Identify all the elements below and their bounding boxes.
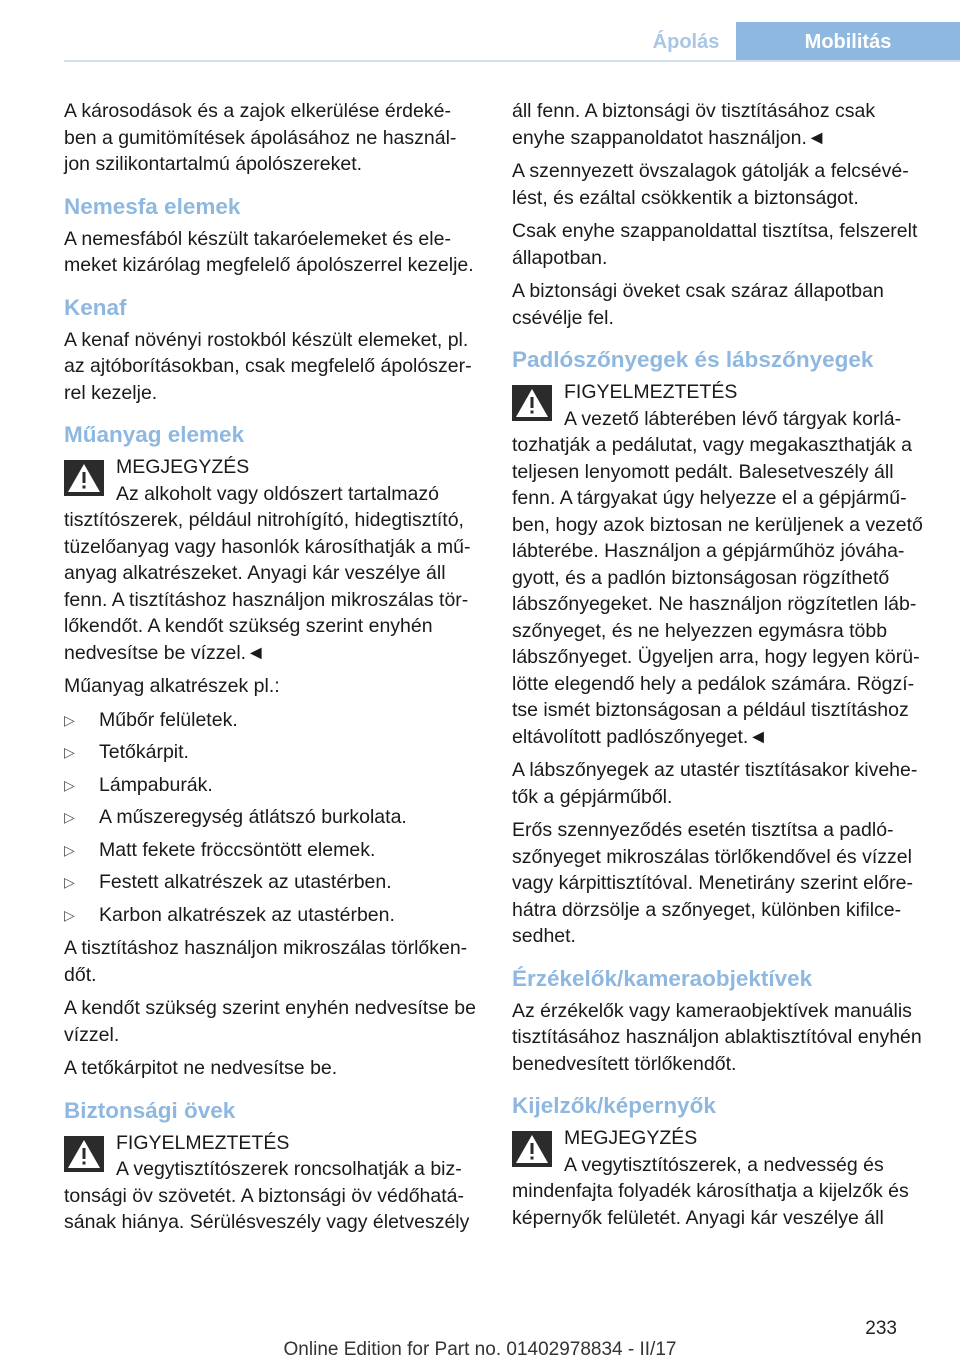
list-item: ▷ Karbon alkatrészek az utastérben. [64, 902, 480, 929]
heading-muanyag: Műanyag elemek [64, 422, 245, 447]
bullet-triangle-icon: ▷ [64, 809, 75, 825]
belt-paragraph-2: Csak enyhe szappanoldattal tisztítsa, felszerelt állapotban. [512, 220, 918, 269]
list-item: ▷ Matt fekete fröccsöntött elemek. [64, 837, 480, 864]
left-column [64, 98, 480, 1243]
erzekelo-paragraph: Az érzékelők vagy kameraobjektívek manuális tisztításához használjon ablaktisztítóval enyhén benedvesített törlőkendőt. [512, 999, 922, 1075]
heading-nemesfa: Nemesfa elemek [64, 193, 241, 219]
tab-mobilitas-label: Mobilitás [804, 30, 892, 53]
right-column [512, 98, 928, 1238]
bullet-triangle-icon: ▷ [64, 874, 75, 890]
mats-paragraph-2: Erős szennyeződés esetén tisztítsa a padló-szőnyeget mikroszálas törlőkendővel és vízzel vagy kárpittisztítóval. Menetirány szerint előre-hátra dörzsölje a szőnyeget, különben kifilce-sedhet. [512, 819, 913, 947]
belt-paragraph-3: A biztonsági öveket csak száraz állapotban csévélje fel. [512, 280, 884, 329]
bullet-triangle-icon: ▷ [64, 776, 75, 793]
warning-title: FIGYELMEZTETÉS [564, 381, 738, 403]
notice-body: mindenfajta folyadék károsíthatja a kijelzők és képernyők felületét. Anyagi kár veszélye áll [512, 1180, 909, 1229]
warning-padlo [512, 379, 928, 750]
mats-paragraph-1: A lábszőnyegek az utastér tisztításakor kivehe-tők a gépjárműből. [512, 759, 918, 808]
warning-lead: A vegytisztítószerek roncsolhatják a biz- [116, 1158, 462, 1180]
warning-triangle-icon [64, 460, 104, 496]
warning-triangle-icon [512, 385, 552, 421]
heading-kijelzok: Kijelzők/képernyők [512, 1093, 716, 1118]
list-item: ▷ Műbőr felületek. [64, 707, 480, 734]
list-item: ▷ Festett alkatrészek az utastérben. [64, 869, 480, 896]
clean-paragraph-1: A tisztításhoz használjon mikroszálas törlőken-dőt. [64, 937, 468, 986]
notice-kijelzo [512, 1125, 928, 1231]
heading-biztonsagi-ovek: Biztonsági övek [64, 1097, 236, 1123]
warning-body: tonsági öv szövetét. A biztonsági öv védőhatá-sának hiánya. Sérülésveszély vagy életveszély [64, 1184, 470, 1233]
tab-apolas-label: Ápolás [652, 30, 720, 53]
notice-lead: A vegytisztítószerek, a nedvesség és [564, 1153, 884, 1176]
kenaf-paragraph: A kenaf növényi rostokból készült elemeket, pl. az ajtóborításokban, csak megfelelő ápolószer-rel kezelje. [64, 328, 472, 404]
edition-footer: Online Edition for Part no. 01402978834 - II/17 [283, 1339, 677, 1360]
warning-title: FIGYELMEZTETÉS [116, 1131, 290, 1154]
bullet-triangle-icon: ▷ [64, 744, 75, 760]
tab-apolas[interactable] [636, 22, 736, 62]
belt-paragraph-1: A szennyezett övszalagok gátolják a felcsévé-lést, és ezáltal csökkentik a biztonságot. [512, 160, 909, 209]
bullet-triangle-icon: ▷ [64, 841, 75, 858]
bullet-triangle-icon: ▷ [64, 711, 75, 728]
notice-title: MEGJEGYZÉS [564, 1127, 698, 1149]
clean-paragraph-3: A tetőkárpitot ne nedvesítse be. [64, 1057, 338, 1079]
heading-erzekelok: Érzékelők/kameraobjektívek [512, 965, 813, 991]
parts-intro: Műanyag alkatrészek pl.: [64, 675, 280, 697]
page-number: 233 [865, 1318, 897, 1339]
clean-paragraph-2: A kendőt szükség szerint enyhén nedvesítse be vízzel. [64, 997, 476, 1046]
warning-ovek [64, 1130, 480, 1236]
continued-paragraph: áll fenn. A biztonsági öv tisztításához csak enyhe szappanoldatot használjon.◄ [512, 100, 876, 149]
bullet-triangle-icon: ▷ [64, 906, 75, 923]
tab-mobilitas[interactable] [736, 22, 960, 62]
warning-lead: A vezető lábterében lévő tárgyak korlá- [564, 407, 902, 430]
warning-triangle-icon [64, 1136, 104, 1172]
warning-body: tozhatják a pedálutat, vagy megakaszthatják a teljesen lenyomott pedált. Balesetveszély áll fenn. A tárgyakat úgy helyezze el a gépjármű-ben, hogy azok biztosan ne kerüljenek a vezető lábterébe. Használjon a gépjárműhöz jóváha-gyott, és a padlón biztonságosan rögzíthető lábszőnyegeket. Ne használjon rögzítetlen láb-szőnyeget, és ne helyezzen egymásra több lábszőnyeget. Ügyeljen arra, hogy legyen körü-lötte elegendő hely a pedálok számára. Rögzí-tse ismét biztonságosan a például tisztításhoz eltávolított padlószőnyeget.◄ [512, 434, 923, 748]
list-item: ▷ Lámpaburák. [64, 772, 480, 799]
notice-title: MEGJEGYZÉS [116, 456, 250, 478]
list-item: ▷ Tetőkárpit. [64, 739, 480, 766]
heading-kenaf: Kenaf [64, 294, 127, 320]
warning-triangle-icon [512, 1131, 552, 1167]
notice-body: tisztítószerek, például nitrohígító, hidegtisztító, tüzelőanyag vagy hasonlók károsíthatják a mű-anyag alkatrészeket. Anyagi kár veszélye áll fenn. A tisztításhoz használjon mikroszálas tör-lőkendőt. A kendőt szükség szerint enyhén nedvesítse be vízzel.◄ [64, 509, 471, 664]
heading-padloszonyegek: Padlószőnyegek és lábszőnyegek [512, 347, 874, 372]
header-rule [64, 60, 960, 62]
intro-paragraph: A károsodások és a zajok elkerülése érdeké-ben a gumitömítések ápolásához ne használ-jon szilikontartalmú ápolószereket. [64, 100, 457, 175]
notice-muanyag [64, 454, 480, 666]
nemesfa-paragraph: A nemesfából készült takaróelemeket és ele-meket kizárólag megfelelő ápolószerrel kezelje. [64, 227, 474, 276]
list-item: ▷ A műszeregység átlátszó burkolata. [64, 804, 480, 831]
parts-list [64, 707, 480, 929]
notice-lead: Az alkoholt vagy oldószert tartalmazó [116, 482, 439, 505]
